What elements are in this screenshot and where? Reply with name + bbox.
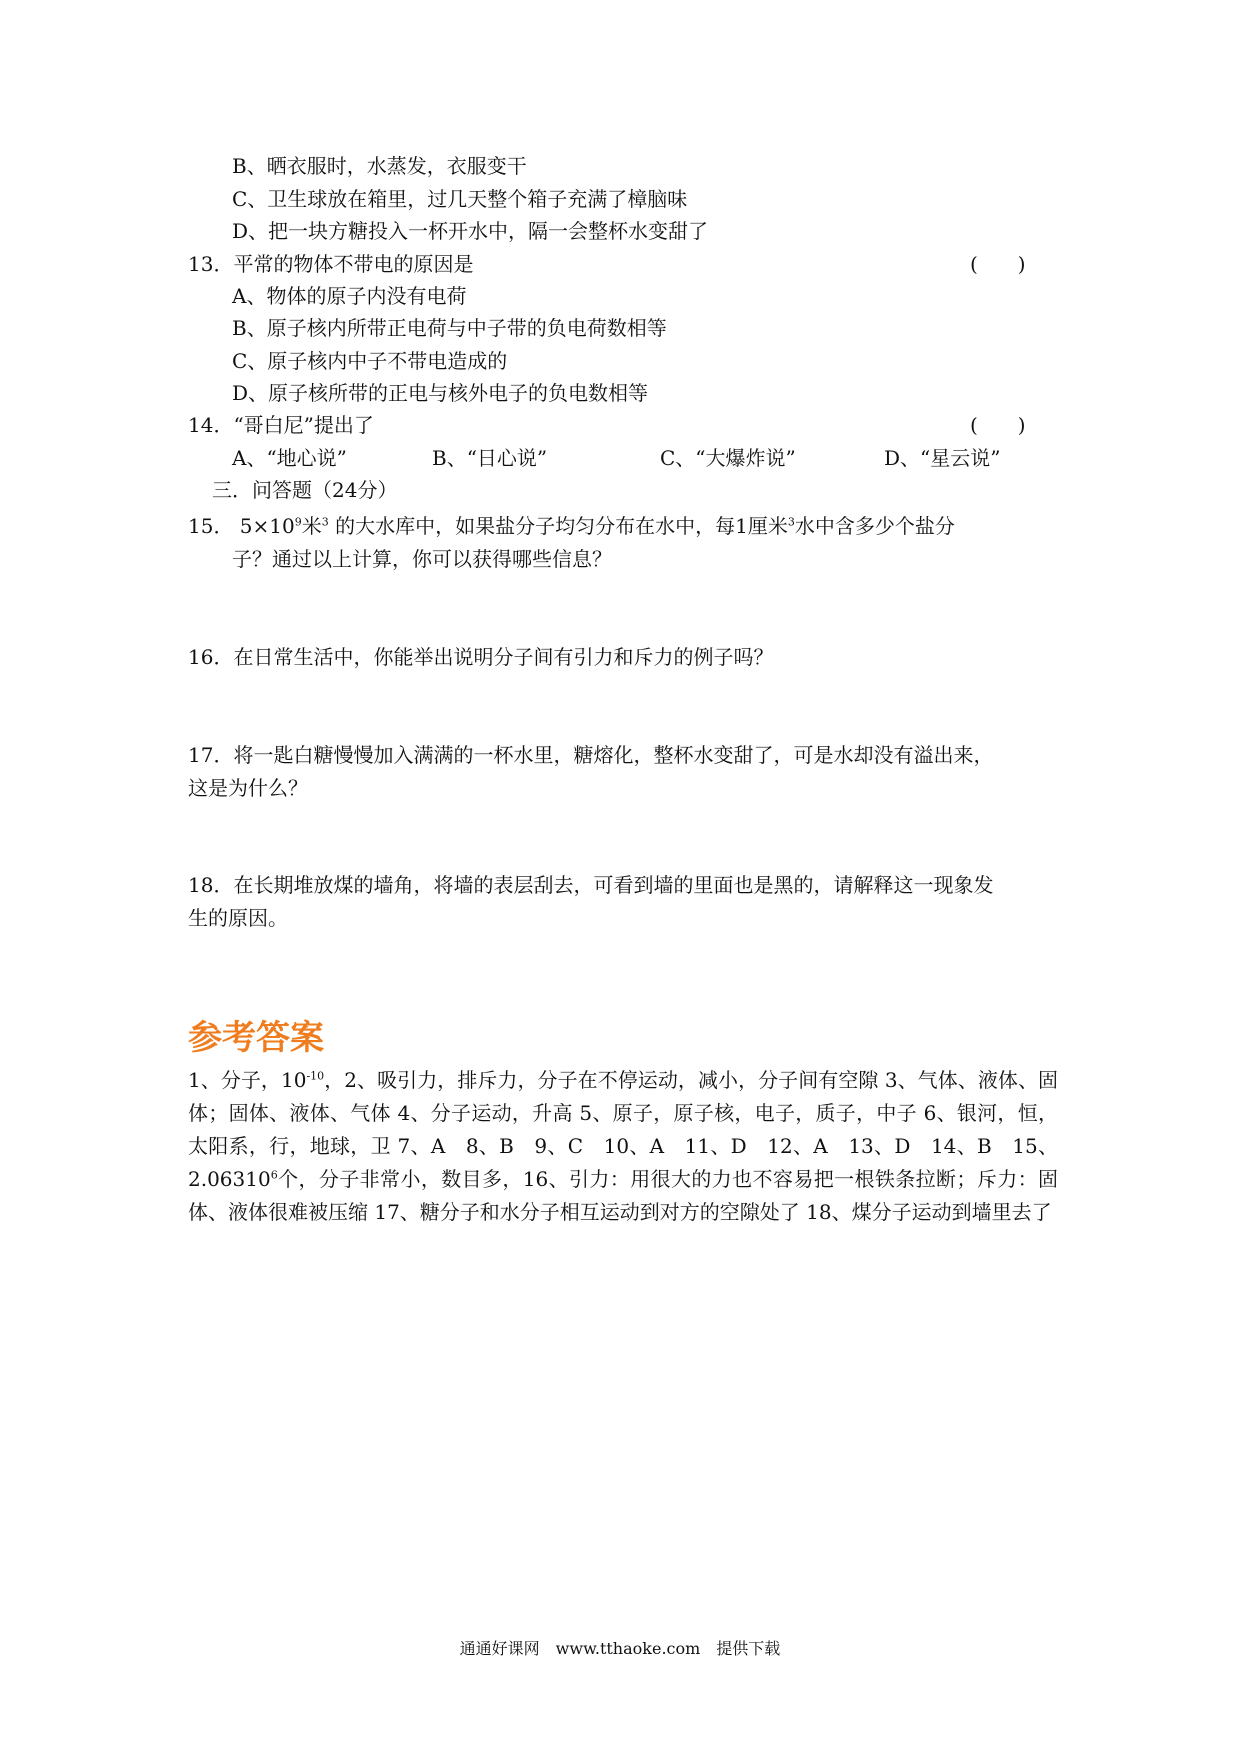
q15-text-pre: 15． 5×10 [188,514,295,538]
q13-option-a: A、物体的原子内没有电荷 [232,284,467,308]
answer-part-3: 个，分子非常小，数目多，16、引力：用很大的力也不容易把一根铁条拉断；斥力：固体、液体很难被压缩 17、糖分子和水分子相互运动到对方的空隙处了 18、煤分子运动到墙里去了 [188,1167,1058,1224]
q14-answer-blank: ( ) [970,413,1026,437]
q14-stem: 14．“哥白尼”提出了 [188,413,374,437]
q14-option-b: B、“日心说” [432,446,548,470]
q15-exp-2: 3 [321,515,329,529]
q13-option-b: B、原子核内所带正电荷与中子带的负电荷数相等 [232,316,667,340]
answer-part-1: 1、分子，10 [188,1068,307,1092]
q13-option-d: D、原子核所带的正电与核外电子的负电数相等 [232,381,649,405]
q17-line1: 17．将一匙白糖慢慢加入满满的一杯水里，糖熔化，整杯水变甜了，可是水却没有溢出来， [188,743,994,767]
section-heading-qa: 三．问答题（24分） [212,478,398,502]
q18-line1: 18．在长期堆放煤的墙角，将墙的表层刮去，可看到墙的里面也是黑的，请解释这一现象发 [188,873,994,897]
page-footer: 通通好课网 www.tthaoke.com 提供下载 [459,1639,781,1658]
q13-option-c: C、原子核内中子不带电造成的 [232,349,508,373]
q15-line2: 子？通过以上计算，你可以获得哪些信息？ [232,547,612,571]
q13-stem: 13．平常的物体不带电的原因是 [188,252,474,276]
q15-text-post: 水中含多少个盐分 [794,514,955,538]
q13-answer-blank: ( ) [970,252,1026,276]
answer-key-title: 参考答案 [188,1018,324,1058]
q14-option-c: C、“大爆炸说” [660,446,796,470]
answer-key-body [188,1064,1058,1229]
q18-line2: 生的原因。 [188,906,288,930]
answer-sup-1: -10 [306,1069,325,1083]
q12-option-d: D、把一块方糖投入一杯开水中，隔一会整杯水变甜了 [232,219,709,243]
q14-option-a: A、“地心说” [232,446,347,470]
q15-exp-3: 3 [787,515,795,529]
q12-option-b: B、晒衣服时，水蒸发，衣服变干 [232,154,527,178]
q15-exp-1: 9 [294,515,302,529]
q12-option-c: C、卫生球放在箱里，过几天整个箱子充满了樟脑味 [232,187,688,211]
answer-part-2: ，2、吸引力，排斥力，分子在不停运动，减小，分子间有空隙 3、气体、液体、固体；固体、液体、气体 4、分子运动，升高 5、原子，原子核，电子，质子，中子 6、银河，恒，太阳系，行，地球，卫 7、A 8、B 9、C 10、A 11、D 12、A 13、D 14、B 15、2.06310 [188,1068,1058,1191]
q15-text-mid: 的大水库中，如果盐分子均匀分布在水中，每1厘米 [328,514,788,538]
answer-sup-2: 6 [270,1168,278,1182]
q17-line2: 这是为什么？ [188,776,308,800]
q15-line1 [188,512,955,540]
question-16: 16．在日常生活中，你能举出说明分子间有引力和斥力的例子吗？ [188,645,774,669]
q14-option-d: D、“星云说” [884,446,1001,470]
q15-unit: 米 [301,514,322,538]
